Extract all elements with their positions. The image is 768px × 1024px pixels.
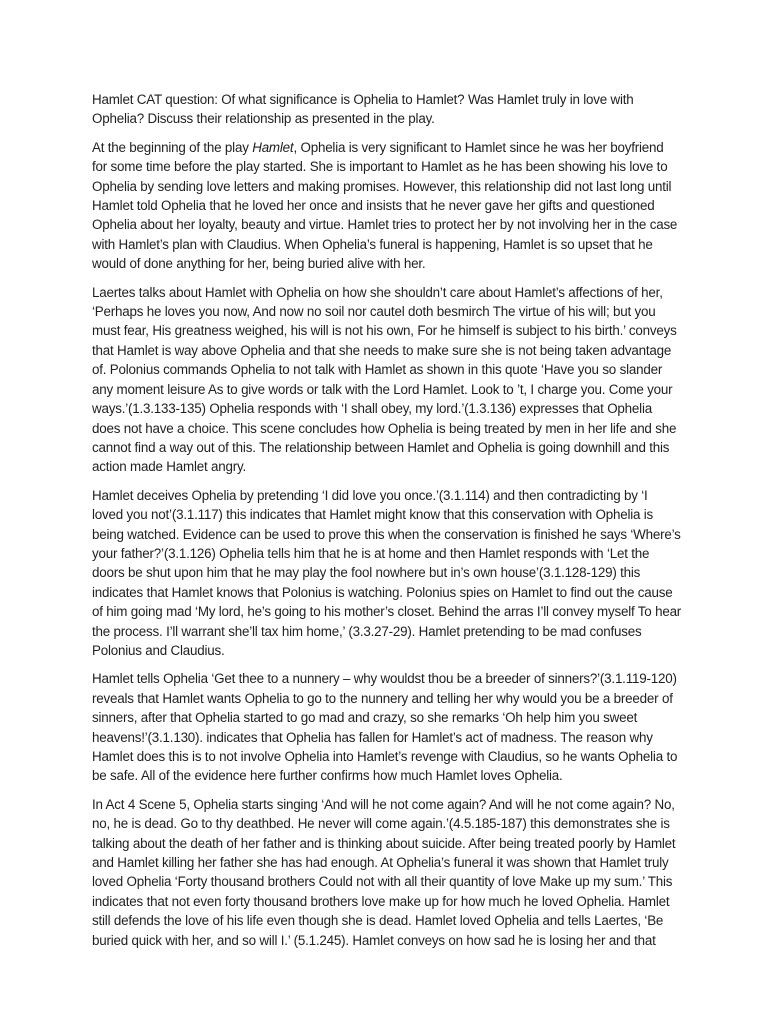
paragraph-1-rest: , Ophelia is very significant to Hamlet since he was her boyfriend for some time before the play started. She is important to Hamlet as he has been showing his love to Ophelia by sending love letters and making promises. However, this relationship did not last long until Hamlet told Ophelia that he loved her once and insists that he never gave her gifts and questioned Ophelia about her loyalty, beauty and virtue. Hamlet tries to protect her by not involving her in the case with Hamlet’s plan with Claudius. When Ophelia’s funeral is happening, Hamlet is so upset that he would of done anything for her, being buried alive with her. — [92, 139, 678, 272]
play-title: Hamlet — [252, 139, 294, 155]
paragraph-3: Hamlet deceives Ophelia by pretending ‘I did love you once.’(3.1.114) and then contradicting by ‘I loved you not’(3.1.117) this indicates that Hamlet might know that this conservation with Ophelia is being watched. Evidence can be used to prove this when the conservation is finished he says ‘Where’s your father?’(3.1.126) Ophelia tells him that he is at home and then Hamlet responds with ‘Let the doors be shut upon him that he may play the fool nowhere but in’s own house’(3.1.128-129) this indicates that Hamlet knows that Polonius is watching. Polonius spies on Hamlet to find out the cause of him going mad ‘My lord, he’s going to his mother’s closet. Behind the arras I’ll convey myself To hear the process. I’ll warrant she’ll tax him home,’ (3.3.27-29). Hamlet pretending to be mad confuses Polonius and Claudius. — [92, 487, 682, 658]
essay-question: Hamlet CAT question: Of what significance is Ophelia to Hamlet? Was Hamlet truly in love with Ophelia? Discuss their relationship as presented in the play. — [92, 92, 634, 127]
paragraph-4: Hamlet tells Ophelia ‘Get thee to a nunnery – why wouldst thou be a breeder of sinners?’(3.1.119-120) reveals that Hamlet wants Ophelia to go to the nunnery and telling her why would you be a breeder of sinners, after that Ophelia started to go mad and crazy, so she remarks ‘Oh help him you sweet heavens!’(3.1.130). indicates that Ophelia has fallen for Hamlet’s act of madness. The reason why Hamlet does this is to not involve Ophelia into Hamlet’s revenge with Claudius, so he wants Ophelia to be safe. All of the evidence here further confirms how much Hamlet loves Ophelia. — [92, 671, 678, 784]
paragraph-2: Laertes talks about Hamlet with Ophelia on how she shouldn’t care about Hamlet’s affections of her, ‘Perhaps he loves you now, And now no soil nor cautel doth besmirch The virtue of his will; but you must fear, His greatness weighed, his will is not his own, For he himself is subject to his birth.’ conveys that Hamlet is way above Ophelia and that she needs to make sure she is not being taken advantage of. Polonius commands Ophelia to not talk with Hamlet as shown in this quote ‘Have you so slander any moment leisure As to give words or talk with the Lord Hamlet. Look to ’t, I charge you. Come your ways.’(1.3.133-135) Ophelia responds with ‘I shall obey, my lord.’(1.3.136) expresses that Ophelia does not have a choice. This scene concludes how Ophelia is being treated by men in her life and she cannot find a way out of this. The relationship between Hamlet and Ophelia is going downhill and this action made Hamlet angry. — [92, 284, 677, 475]
paragraph-5: In Act 4 Scene 5, Ophelia starts singing ‘And will he not come again? And will he not come again? No, no, he is dead. Go to thy deathbed. He never will come again.’(4.5.185-187) this demonstrates she is talking about the death of her father and is thinking about suicide. After being treated poorly by Hamlet and Hamlet killing her father she has had enough. At Ophelia’s funeral it was shown that Hamlet truly loved Ophelia ‘Forty thousand brothers Could not with all their quantity of love Make up my sum.’ This indicates that not even forty thousand brothers love make up for how much he loved Ophelia. Hamlet still defends the love of his life even though she is dead. Hamlet loved Ophelia and tells Laertes, ‘Be buried quick with her, and so will I.’ (5.1.245). Hamlet conveys on how sad he is losing her and that — [92, 796, 676, 948]
paragraph-1 — [92, 138, 682, 274]
document-body — [92, 90, 682, 959]
paragraph-1-lead: At the beginning of the play — [92, 139, 253, 155]
